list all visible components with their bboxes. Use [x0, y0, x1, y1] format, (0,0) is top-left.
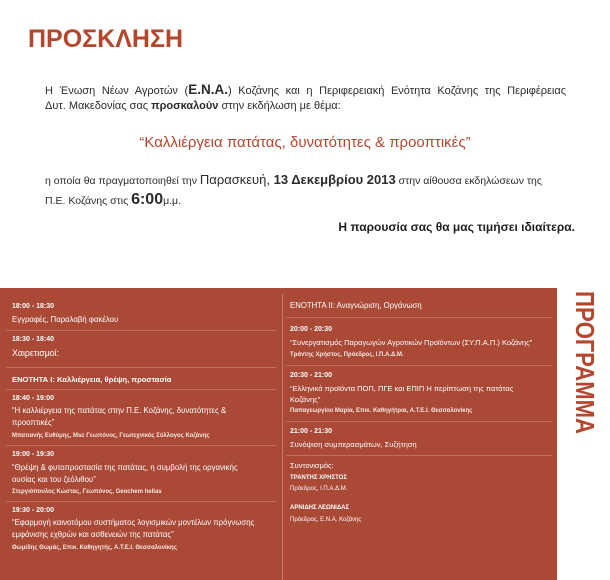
- divider: [6, 389, 276, 390]
- divider: [286, 317, 552, 318]
- event-day: Παρασκευή,: [199, 172, 274, 187]
- talk-title: Συνόψιση συμπερασμάτων, Συζήτηση: [290, 440, 417, 449]
- coordinator-name: ΤΡΑΝΤΗΣ ΧΡΗΣΤΟΣ: [290, 475, 347, 481]
- talk-speaker: Θωμίδης Θωμάς, Επικ. Καθηγητής, Α.Τ.Ε.Ι. Θεσσαλονίκης: [12, 545, 177, 551]
- coordinator-name: ΑΡΝΙΔΗΣ ΛΕΩΝΙΔΑΣ: [290, 505, 350, 511]
- event-text: Π.Ε. Κοζάνης στις: [45, 195, 132, 207]
- talk-time: 20:00 - 20:30: [290, 326, 333, 333]
- slot-time: 18:00 - 18:30: [12, 303, 55, 310]
- slot-time: 18:30 - 18:40: [12, 336, 55, 343]
- divider: [6, 501, 276, 502]
- talk-title: “Ελληνικά προϊόντα ΠΟΠ, ΠΓΕ και ΕΠΙΠ Η περίπτωση της πατάτας: [290, 384, 514, 393]
- divider: [286, 365, 552, 366]
- slot-text: Εγγραφές, Παραλαβή φακέλου: [12, 315, 119, 324]
- talk-title: Κοζάνης”: [290, 395, 321, 404]
- divider: [6, 445, 276, 446]
- talk-time: 20:30 - 21:00: [290, 372, 333, 379]
- talk-title: “Θρέψη & φυτοπροστασία της πατάτας, η συμβολή της οργανικής: [12, 463, 238, 472]
- program-right-column: [283, 288, 557, 580]
- intro-text: Δυτ. Μακεδονίας σας: [45, 100, 152, 112]
- talk-title: ουσίας και του ζεόλιθου”: [12, 475, 96, 484]
- organization-acronym: Ε.Ν.Α.: [188, 82, 228, 97]
- event-theme: “Καλλιέργεια πατάτας, δυνατότητες & προοπτικές”: [139, 134, 471, 151]
- coordination-label: Συντονισμός:: [290, 461, 334, 470]
- intro-line-1: [45, 83, 566, 98]
- talk-speaker: Τράντης Χρήστος, Πρόεδρος, Ι.Π.Α.Δ.Μ.: [290, 352, 404, 358]
- event-text: η οποία θα πραγματοποιηθεί την: [45, 175, 200, 187]
- section-heading: ΕΝΟΤΗΤΑ Ι: Καλλιέργεια, θρέψη, προστασία: [12, 375, 172, 384]
- talk-title: εμφάνισης εχθρών και ασθενειών της πατάτας”: [12, 530, 174, 539]
- closing-line: Η παρουσία σας θα μας τιμήσει ιδιαίτερα.: [338, 220, 575, 234]
- divider: [6, 330, 276, 331]
- invite-word: προσκαλούν: [151, 100, 219, 112]
- intro-text: Η Ένωση Νέων Αγροτών (: [45, 85, 189, 97]
- program-left-column: [0, 288, 282, 580]
- event-details-line-1: [45, 172, 542, 189]
- talk-time: 21:00 - 21:30: [290, 428, 333, 435]
- event-time: 6:00: [131, 191, 164, 208]
- intro-line-2: [45, 99, 341, 113]
- slot-text: Χαιρετισμοί:: [12, 348, 60, 358]
- talk-title: “Η καλλιέργεια της πατάτας στην Π.Ε. Κοζάνης, δυνατότητες &: [12, 406, 227, 415]
- talk-speaker: Μπατιανής Ευθύμης, Msc Γεωπόνος, Γεωτεχνικός Σύλλογος Κοζάνης: [12, 433, 210, 439]
- talk-speaker: Στεργιόπουλος Κώστας, Γεωπόνος, Geochem hellas: [12, 489, 162, 495]
- invitation-title: ΠΡΟΣΚΛΗΣΗ: [28, 25, 184, 53]
- talk-title: “Συνεργατισμός Παραγωγών Αγροτικών Προϊόντων (ΣΥ.Π.Α.Π.) Κοζάνης”: [290, 338, 533, 347]
- event-details-line-2: [45, 191, 181, 210]
- intro-text: στην εκδήλωση με θέμα:: [218, 100, 341, 112]
- talk-speaker: Παπαγεωργίου Μαρία, Επικ. Καθηγήτρια, Α.Τ.Ε.Ι. Θεσσαλονίκης: [290, 408, 473, 414]
- program-panel: [0, 288, 557, 580]
- event-text: στην αίθουσα εκδηλώσεων της: [395, 175, 542, 187]
- talk-time: 19:00 - 19:30: [12, 451, 55, 458]
- event-time-suffix: μ.μ.: [163, 195, 182, 207]
- program-heading: ΠΡΟΓΡΑΜΜΑ: [570, 291, 600, 435]
- divider: [286, 455, 552, 456]
- divider: [6, 367, 276, 368]
- coordinator-role: Πρόεδρος, Ε.Ν.Α. Κοζάνης: [290, 517, 362, 523]
- intro-text: ) Κοζάνης και η Περιφερειακή Ενότητα Κοζάνης της Περιφέρειας: [227, 85, 566, 97]
- talk-time: 18:40 - 19:00: [12, 395, 55, 402]
- divider: [286, 421, 552, 422]
- talk-title: “Εφαρμογή καινοτόμου συστήματος λογισμικών μοντέλων πρόγνωσης: [12, 518, 255, 527]
- section-heading: ΕΝΟΤΗΤΑ ΙΙ: Αναγνώριση, Οργάνωση: [290, 301, 422, 310]
- talk-time: 19:30 - 20:00: [12, 507, 55, 514]
- coordinator-role: Πρόεδρος, Ι.Π.Α.Δ.Μ.: [290, 486, 348, 492]
- event-date: 13 Δεκεμβρίου 2013: [273, 172, 396, 187]
- talk-title: προοπτικές”: [12, 418, 55, 427]
